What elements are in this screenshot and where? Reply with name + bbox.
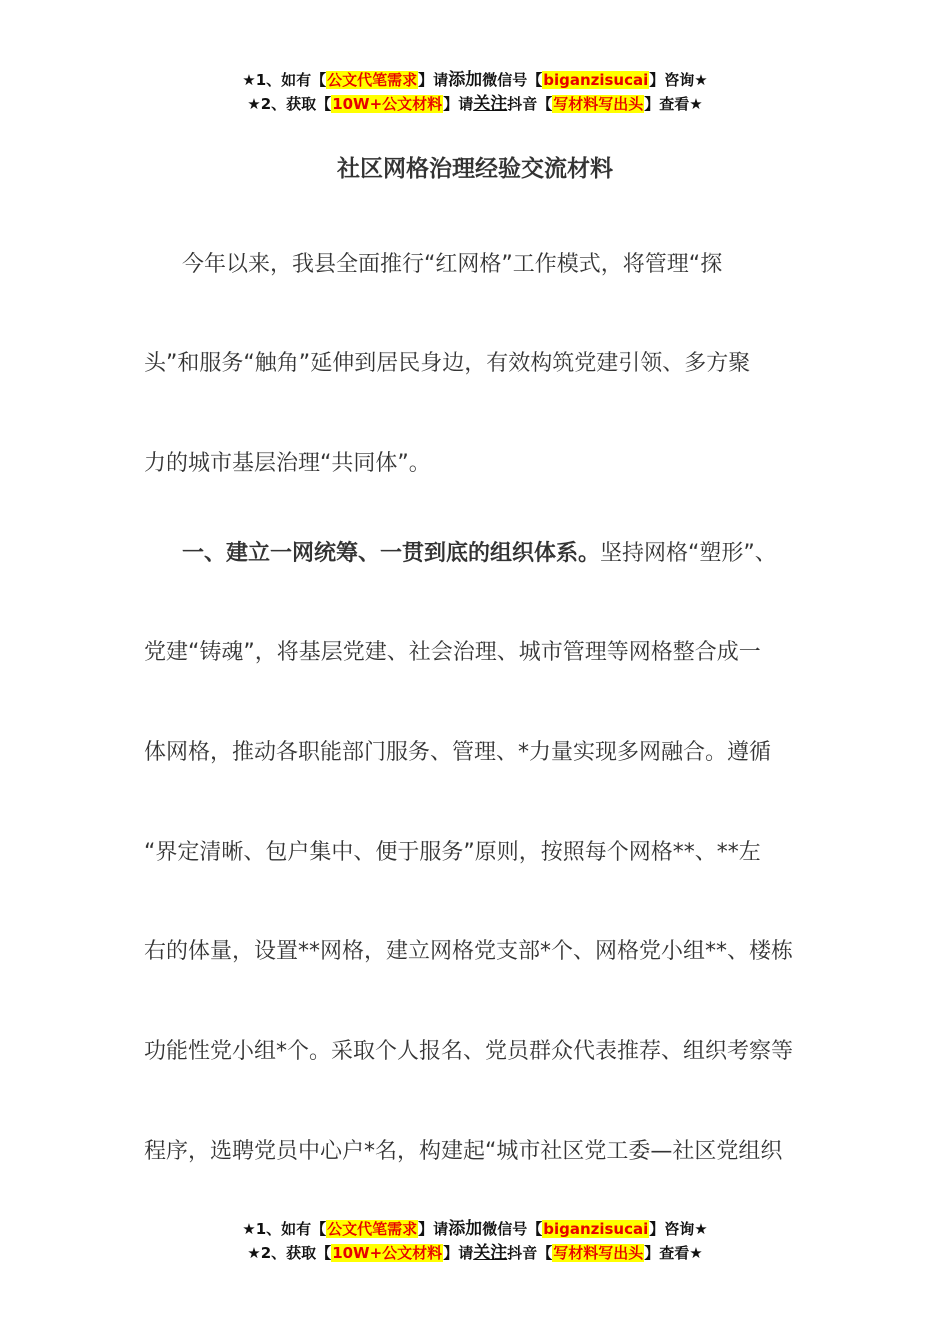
body-line-6: 体网格，推动各职能部门服务、管理、*力量实现多网融合。遵循 <box>144 740 772 765</box>
promo-text: ★1、如有【 <box>242 71 327 89</box>
promo-highlight: 公文代笔需求 <box>327 71 418 89</box>
promo-emphasis: 添加 <box>448 70 483 90</box>
promo-emphasis: 添加 <box>448 1219 483 1239</box>
body-line-8: 右的体量，设置**网格，建立网格党支部*个、网格党小组**、楼栋 <box>144 939 794 964</box>
promo-banner-bottom <box>0 1217 950 1265</box>
promo-text: 抖音【 <box>507 95 553 113</box>
promo-text: 】请 <box>418 1220 449 1238</box>
body-line-1: 今年以来，我县全面推行“红网格”工作模式，将管理“探 <box>182 252 723 277</box>
section-1-heading: 一、建立一网统筹、一贯到底的组织体系。 <box>182 541 601 566</box>
promo-wechat-id: biganzisucai <box>543 71 649 89</box>
body-line-9: 功能性党小组*个。采取个人报名、党员群众代表推荐、组织考察等 <box>144 1039 794 1064</box>
promo-highlight: 公文代笔需求 <box>327 1220 418 1238</box>
promo-line-1 <box>0 1217 950 1241</box>
promo-line-1 <box>0 68 950 92</box>
promo-text: 抖音【 <box>507 1244 553 1262</box>
promo-wechat-id: biganzisucai <box>543 1220 649 1238</box>
promo-text: 微信号【 <box>482 71 543 89</box>
body-line-4: 坚持网格“塑形”、 <box>600 541 777 566</box>
promo-text: ★2、获取【 <box>247 1244 332 1262</box>
section-1-first-line <box>182 539 822 569</box>
document-title: 社区网格治理经验交流材料 <box>337 156 613 182</box>
promo-text: 】查看★ <box>644 1244 703 1262</box>
promo-douyin-id: 写材料写出头 <box>553 1244 644 1262</box>
promo-emphasis: 关注 <box>473 1243 508 1263</box>
body-line-10: 程序，选聘党员中心户*名，构建起“城市社区党工委—社区党组织 <box>144 1139 783 1164</box>
promo-highlight: 10W+公文材料 <box>332 95 443 113</box>
promo-text: 】请 <box>443 95 474 113</box>
promo-text: 微信号【 <box>482 1220 543 1238</box>
promo-banner-top <box>0 68 950 116</box>
promo-text: 】查看★ <box>644 95 703 113</box>
body-line-3: 力的城市基层治理“共同体”。 <box>144 451 431 476</box>
promo-line-2 <box>0 1241 950 1265</box>
promo-douyin-id: 写材料写出头 <box>553 95 644 113</box>
promo-text: ★2、获取【 <box>247 95 332 113</box>
promo-line-2 <box>0 92 950 116</box>
body-line-2: 头”和服务“触角”延伸到居民身边，有效构筑党建引领、多方聚 <box>144 351 751 376</box>
promo-text: 】请 <box>443 1244 474 1262</box>
body-line-7: “界定清晰、包户集中、便于服务”原则，按照每个网格**、**左 <box>144 840 761 865</box>
body-line-5: 党建“铸魂”，将基层党建、社会治理、城市管理等网格整合成一 <box>144 640 761 665</box>
promo-text: 】咨询★ <box>649 71 708 89</box>
promo-highlight: 10W+公文材料 <box>332 1244 443 1262</box>
promo-text: ★1、如有【 <box>242 1220 327 1238</box>
promo-text: 】咨询★ <box>649 1220 708 1238</box>
promo-text: 】请 <box>418 71 449 89</box>
promo-emphasis: 关注 <box>473 94 508 114</box>
